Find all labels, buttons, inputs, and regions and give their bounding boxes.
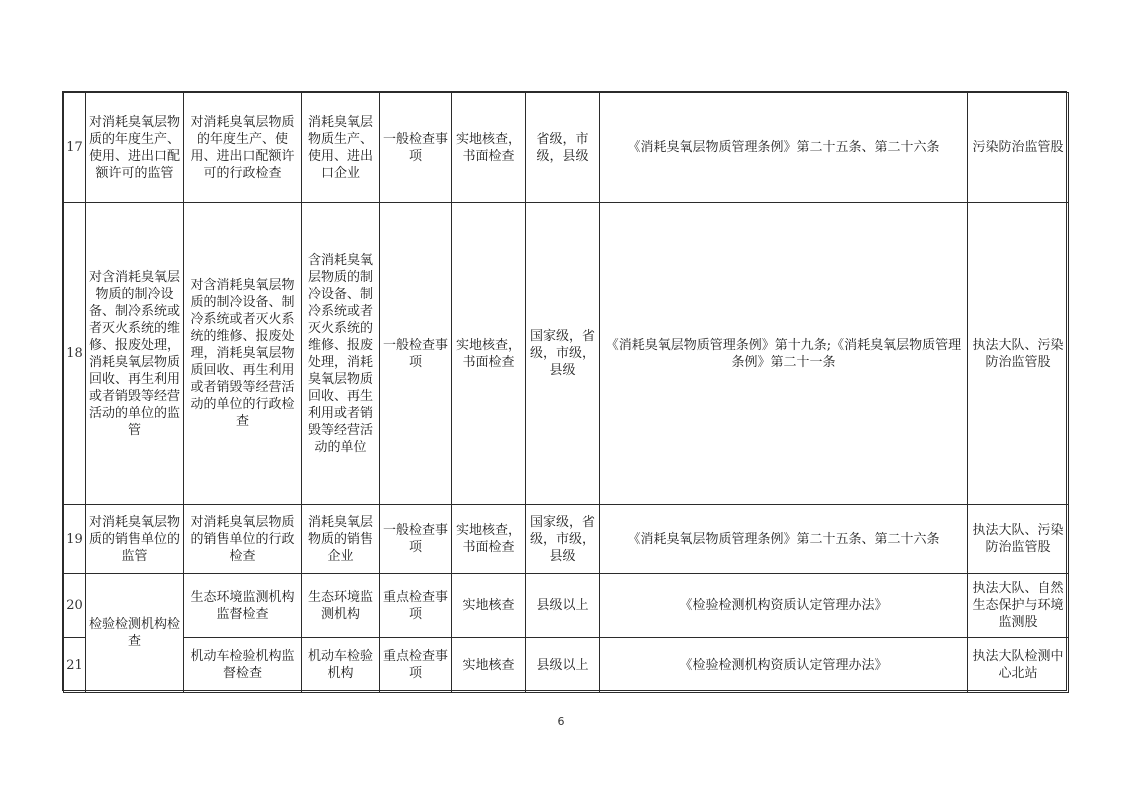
inspection-type: 重点检查事项 — [380, 574, 452, 638]
inspection-level: 省级，市级，县级 — [526, 93, 600, 203]
inspection-table-grid — [63, 92, 1069, 693]
row-number: 18 — [64, 203, 86, 505]
legal-basis: 《检验检测机构资质认定管理办法》 — [600, 574, 968, 638]
inspection-content: 对消耗臭氧层物质的年度生产、使用、进出口配额许可的行政检查 — [184, 93, 302, 203]
legal-basis: 《消耗臭氧层物质管理条例》第二十五条、第二十六条 — [600, 93, 968, 203]
responsible-department: 执法大队、自然生态保护与环境监测股 — [968, 574, 1069, 638]
inspection-method: 实地核查 — [452, 574, 526, 638]
inspection-object: 生态环境监测机构 — [302, 574, 380, 638]
inspection-table — [62, 91, 1067, 691]
inspection-method: 实地核查 — [452, 638, 526, 693]
inspection-content: 对含消耗臭氧层物质的制冷设备、制冷系统或者灭火系统的维修、报废处理，消耗臭氧层物质回收、再生利用或者销毁等经营活动的单位的行政检查 — [184, 203, 302, 505]
inspection-level: 国家级，省级，市级，县级 — [526, 203, 600, 505]
inspection-content: 生态环境监测机构监督检查 — [184, 574, 302, 638]
responsible-department: 污染防治监管股 — [968, 93, 1069, 203]
inspection-type: 一般检查事项 — [380, 203, 452, 505]
responsible-department: 执法大队、污染防治监管股 — [968, 203, 1069, 505]
inspection-type: 重点检查事项 — [380, 638, 452, 693]
inspection-type: 一般检查事项 — [380, 93, 452, 203]
page-number: 6 — [557, 715, 565, 728]
inspection-method: 实地核查，书面检查 — [452, 505, 526, 574]
table-row — [64, 574, 1069, 638]
table-row — [64, 203, 1069, 505]
inspection-method: 实地核查，书面检查 — [452, 93, 526, 203]
inspection-content: 机动车检验机构监督检查 — [184, 638, 302, 693]
responsible-department: 执法大队检测中心北站 — [968, 638, 1069, 693]
legal-basis: 《消耗臭氧层物质管理条例》第十九条;《消耗臭氧层物质管理条例》第二十一条 — [600, 203, 968, 505]
inspection-level: 国家级，省级，市级，县级 — [526, 505, 600, 574]
row-number: 20 — [64, 574, 86, 638]
inspection-content: 对消耗臭氧层物质的销售单位的行政检查 — [184, 505, 302, 574]
inspection-object: 含消耗臭氧层物质的制冷设备、制冷系统或者灭火系统的维修、报废处理，消耗臭氧层物质回收、再生利用或者销毁等经营活动的单位 — [302, 203, 380, 505]
supervision-item: 对消耗臭氧层物质的年度生产、使用、进出口配额许可的监管 — [86, 93, 184, 203]
row-number: 19 — [64, 505, 86, 574]
supervision-item: 对消耗臭氧层物质的销售单位的监管 — [86, 505, 184, 574]
inspection-object: 消耗臭氧层物质生产、使用、进出口企业 — [302, 93, 380, 203]
table-row — [64, 93, 1069, 203]
legal-basis: 《检验检测机构资质认定管理办法》 — [600, 638, 968, 693]
row-number: 21 — [64, 638, 86, 693]
responsible-department: 执法大队、污染防治监管股 — [968, 505, 1069, 574]
inspection-type: 一般检查事项 — [380, 505, 452, 574]
supervision-item: 对含消耗臭氧层物质的制冷设备、制冷系统或者灭火系统的维修、报废处理，消耗臭氧层物质回收、再生利用或者销毁等经营活动的单位的监管 — [86, 203, 184, 505]
legal-basis: 《消耗臭氧层物质管理条例》第二十五条、第二十六条 — [600, 505, 968, 574]
inspection-object: 消耗臭氧层物质的销售企业 — [302, 505, 380, 574]
inspection-level: 县级以上 — [526, 638, 600, 693]
table-row — [64, 638, 1069, 693]
inspection-method: 实地核查，书面检查 — [452, 203, 526, 505]
row-number: 17 — [64, 93, 86, 203]
supervision-item: 检验检测机构检查 — [86, 574, 184, 693]
inspection-object: 机动车检验机构 — [302, 638, 380, 693]
inspection-level: 县级以上 — [526, 574, 600, 638]
table-row — [64, 505, 1069, 574]
